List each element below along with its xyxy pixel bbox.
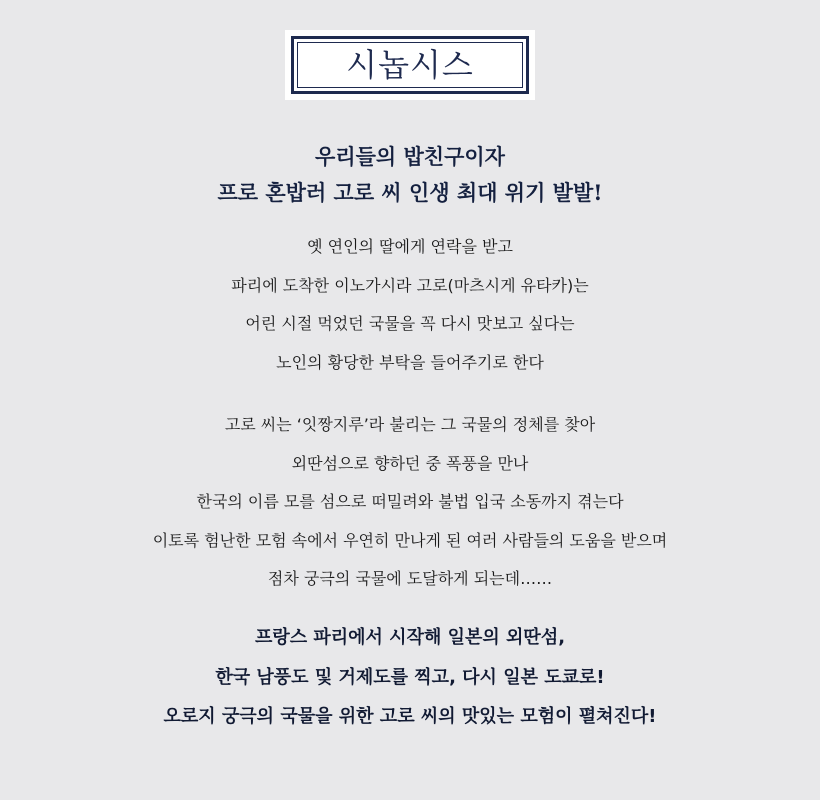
closing-statement bbox=[0, 618, 820, 737]
synopsis-paragraph-2 bbox=[0, 406, 820, 599]
closing-line: 프랑스 파리에서 시작해 일본의 외딴섬, bbox=[254, 627, 566, 648]
title-frame-outer bbox=[291, 36, 529, 94]
paragraph-line: 옛 연인의 딸에게 연락을 받고 bbox=[307, 237, 513, 256]
page-title: 시놉시스 bbox=[346, 46, 474, 84]
paragraph-line: 점차 궁극의 국물에 도달하게 되는데…… bbox=[267, 569, 553, 588]
headline bbox=[0, 139, 820, 211]
paragraph-line: 고로 씨는 ‘잇짱지루’라 불리는 그 국물의 정체를 찾아 bbox=[224, 415, 596, 434]
paragraph-line: 어린 시절 먹었던 국물을 꼭 다시 맛보고 싶다는 bbox=[245, 314, 575, 333]
paragraph-line: 노인의 황당한 부탁을 들어주기로 한다 bbox=[276, 352, 544, 372]
closing-line: 한국 남풍도 및 거제도를 찍고, 다시 일본 도쿄로! bbox=[215, 666, 605, 688]
paragraph-line: 이토록 험난한 모험 속에서 우연히 만나게 된 여러 사람들의 도움을 받으며 bbox=[152, 530, 668, 550]
headline-line: 프로 혼밥러 고로 씨 인생 최대 위기 발발! bbox=[217, 180, 603, 205]
synopsis-paragraph-1 bbox=[0, 228, 820, 382]
headline-line: 우리들의 밥친구이자 bbox=[315, 144, 505, 169]
paragraph-line: 파리에 도착한 이노가시라 고로(마츠시게 유타카)는 bbox=[231, 275, 589, 295]
paragraph-line: 한국의 이름 모를 섬으로 떠밀려와 불법 입국 소동까지 겪는다 bbox=[196, 492, 624, 511]
title-box bbox=[285, 30, 535, 100]
title-frame-inner bbox=[297, 42, 523, 88]
paragraph-line: 외딴섬으로 향하던 중 폭풍을 만나 bbox=[291, 453, 529, 473]
closing-line: 오로지 궁극의 국물을 위한 고로 씨의 맛있는 모험이 펼쳐진다! bbox=[163, 706, 657, 727]
